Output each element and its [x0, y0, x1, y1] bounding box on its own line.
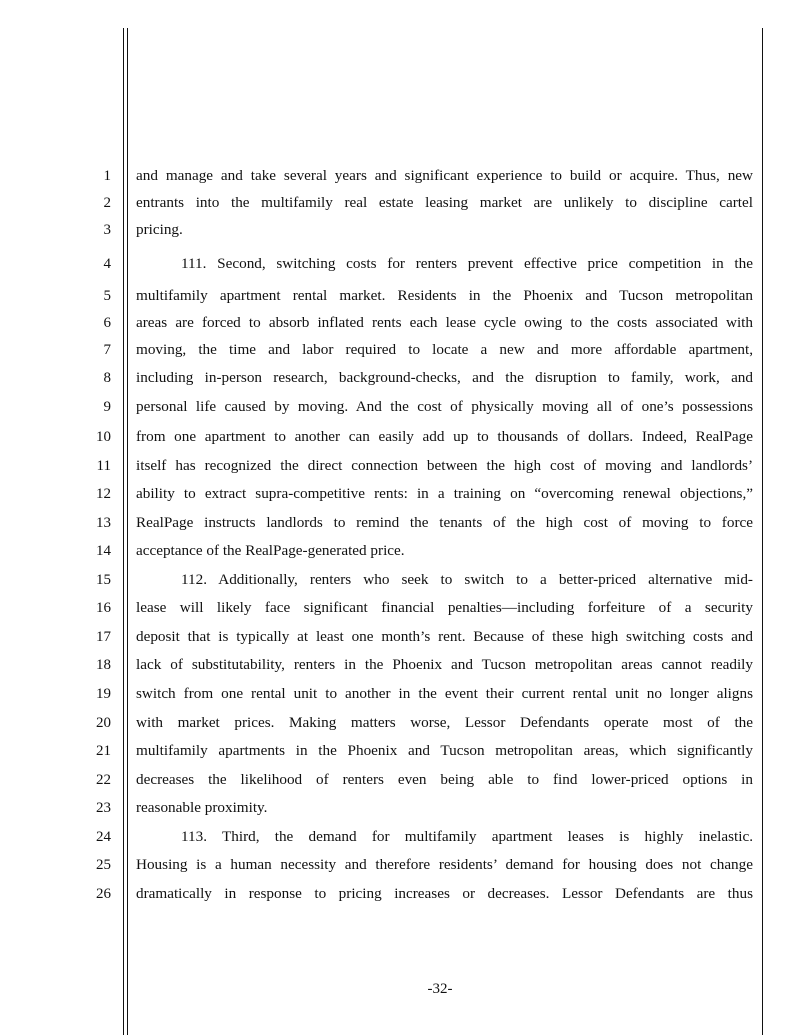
text-line: decreases the likelihood of renters even being able to find lower-priced options in: [136, 771, 753, 788]
paragraph-112-start: 112. Additionally, renters who seek to switch to a better-priced alternative mid-: [181, 571, 753, 588]
left-margin-rule-outer: [123, 28, 124, 1035]
text-line: and manage and take several years and significant experience to build or acquire. Thus, new: [136, 167, 753, 184]
line-number: 17: [96, 629, 111, 645]
line-number: 7: [103, 342, 111, 358]
line-number: 10: [96, 429, 111, 445]
text-line: including in-person research, background-checks, and the disruption to family, work, and: [136, 369, 753, 386]
line-number: 19: [96, 686, 111, 702]
line-number: 25: [96, 857, 111, 873]
line-number: 9: [103, 399, 111, 415]
line-number: 1: [103, 168, 111, 184]
text-line: areas are forced to absorb inflated rents each lease cycle owing to the costs associated with: [136, 314, 753, 331]
line-number: 6: [103, 315, 111, 331]
text-line: multifamily apartments in the Phoenix and Tucson metropolitan areas, which significantly: [136, 742, 753, 759]
line-number: 24: [96, 829, 111, 845]
page-number: -32-: [427, 981, 453, 997]
text-line: switch from one rental unit to another in the event their current rental unit no longer aligns: [136, 685, 753, 702]
line-number: 8: [103, 370, 111, 386]
text-line: lack of substitutability, renters in the Phoenix and Tucson metropolitan areas cannot readily: [136, 656, 753, 673]
line-number: 18: [96, 657, 111, 673]
text-line: lease will likely face significant financial penalties—including forfeiture of a security: [136, 599, 753, 616]
text-line: dramatically in response to pricing increases or decreases. Lessor Defendants are thus: [136, 885, 753, 902]
line-number: 15: [96, 572, 111, 588]
line-number: 26: [96, 886, 111, 902]
line-number: 23: [96, 800, 111, 816]
text-line: deposit that is typically at least one month’s rent. Because of these high switching costs and: [136, 628, 753, 645]
paragraph-113-start: 113. Third, the demand for multifamily apartment leases is highly inelastic.: [181, 828, 753, 845]
line-number: 11: [96, 458, 111, 474]
line-number: 5: [103, 288, 111, 304]
text-line: from one apartment to another can easily add up to thousands of dollars. Indeed, RealPage: [136, 428, 753, 445]
line-number: 16: [96, 600, 111, 616]
line-number: 20: [96, 715, 111, 731]
paragraph-111-start: 111. Second, switching costs for renters prevent effective price competition in the: [181, 255, 753, 272]
line-number: 12: [96, 486, 111, 502]
text-line: with market prices. Making matters worse, Lessor Defendants operate most of the: [136, 714, 753, 731]
text-line: personal life caused by moving. And the cost of physically moving all of one’s possessions: [136, 398, 753, 415]
line-number: 14: [96, 543, 111, 559]
text-line: acceptance of the RealPage-generated price.: [136, 542, 405, 559]
text-line: pricing.: [136, 221, 183, 238]
line-number: 21: [96, 743, 111, 759]
left-margin-rule-inner: [127, 28, 128, 1035]
text-line: ability to extract supra-competitive rents: in a training on “overcoming renewal objections,”: [136, 485, 753, 502]
text-line: Housing is a human necessity and therefore residents’ demand for housing does not change: [136, 856, 753, 873]
line-number: 4: [103, 256, 111, 272]
text-line: itself has recognized the direct connection between the high cost of moving and landlords’: [136, 457, 753, 474]
text-line: RealPage instructs landlords to remind the tenants of the high cost of moving to force: [136, 514, 753, 531]
line-number: 22: [96, 772, 111, 788]
right-margin-rule: [762, 28, 763, 1035]
text-line: reasonable proximity.: [136, 799, 268, 816]
line-number: 3: [103, 222, 111, 238]
text-line: entrants into the multifamily real estate leasing market are unlikely to discipline cartel: [136, 194, 753, 211]
text-line: moving, the time and labor required to locate a new and more affordable apartment,: [136, 341, 753, 358]
line-number: 2: [103, 195, 111, 211]
line-number: 13: [96, 515, 111, 531]
text-line: multifamily apartment rental market. Residents in the Phoenix and Tucson metropolitan: [136, 287, 753, 304]
